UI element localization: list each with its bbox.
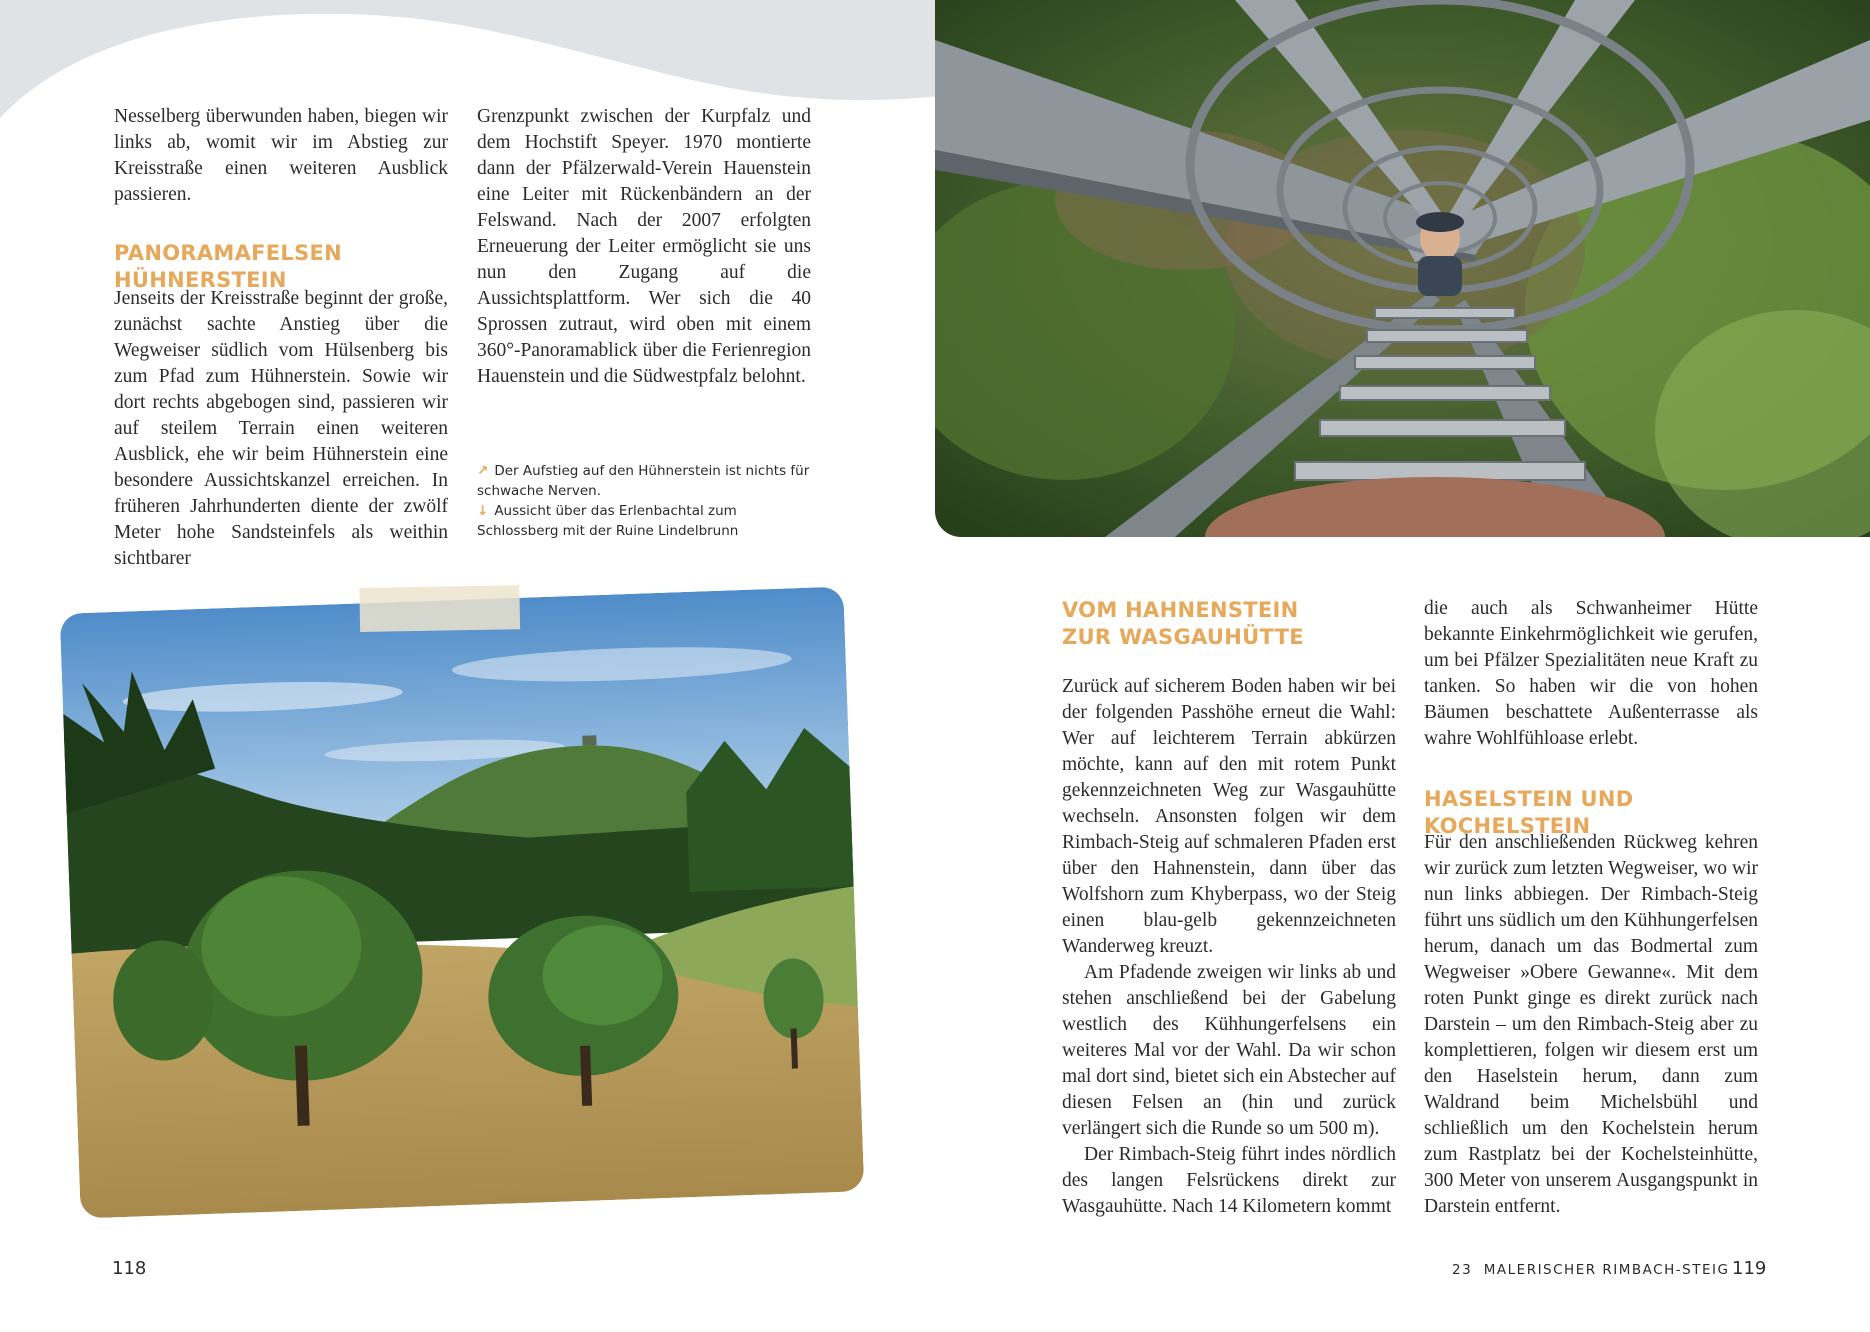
- pfadende-paragraph: Am Pfadende zweigen wir links ab und stehen anschließend bei der Gabelung westlich des Kühhungerfelsens ein weiteres Mal vor der Wahl. Da wir schon mal dort sind, bietet sich ein Abstecher auf diesen Felsen an (hin und zurück verlängert sich die Runde so um 500 m).: [1062, 962, 1396, 1139]
- grenzpunkt-paragraph: Grenzpunkt zwischen der Kurpfalz und dem Hochstift Speyer. 1970 montierte dann der Pfälzerwald-Verein Hauenstein eine Leiter mit Rückenbändern an der Felswand. Nach der 2007 erfolgten Erneuerung der Leiter ermöglicht sie uns nun den Zugang auf die Aussichtsplattform. Wer sich die 40 Sprossen zutraut, wird oben mit einem 360°-Panoramablick über die Ferienregion Hauenstein und die Südwestpfalz belohnt.: [477, 106, 811, 387]
- arrow-down-icon: ↓: [477, 503, 489, 519]
- photo-ladder-climber-icon: [935, 0, 1870, 537]
- heading-hahnenstein: VOM HAHNENSTEIN ZUR WASGAUHÜTTE: [1062, 598, 1304, 649]
- photo-meadow-hill-icon: [60, 587, 865, 1219]
- left-column-1: [114, 104, 448, 208]
- intro-paragraph: Nesselberg überwunden haben, biegen wir links ab, womit wir im Abstieg zur Kreisstraße einen weiteren Ausblick passieren.: [114, 106, 448, 205]
- ladder-photo: [935, 0, 1870, 537]
- landscape-photo-frame: [60, 587, 865, 1219]
- landscape-photo: [60, 587, 865, 1219]
- photo-captions: [477, 461, 822, 541]
- right-column-2-body: [1424, 830, 1758, 1220]
- left-column-2: [477, 104, 811, 390]
- arrow-up-right-icon: ↗: [477, 463, 489, 479]
- right-column-1: [1062, 674, 1396, 1220]
- heading-panoramafelsen: PANORAMAFELSEN HÜHNERSTEIN: [114, 241, 343, 292]
- page-number-right: 119: [1732, 1258, 1767, 1279]
- zurueck-paragraph: Zurück auf sicherem Boden haben wir bei der folgenden Passhöhe erneut die Wahl: Wer auf leichterem Terrain abkürzen möchte, kann auf den mit rotem Punkt gekennzeichneten Weg zur Wasgauhütte wechseln. Ansonsten folgen wir dem Rimbach-Steig auf schmaleren Pfaden erst über den Hahnenstein, dann über das Wolfshorn zum Khyberpass, wo der Steig einen blau-gelb gekennzeichneten Wanderweg kreuzt.: [1062, 676, 1396, 957]
- heading-haselstein: HASELSTEIN UND KOCHELSTEIN: [1424, 787, 1634, 838]
- caption-ladder: ↗ Der Aufstieg auf den Hühnerstein ist nichts für schwache Nerven.: [477, 463, 810, 499]
- page-number-left: 118: [112, 1258, 147, 1279]
- rimbach-paragraph: Der Rimbach-Steig führt indes nördlich des langen Felsrückens direkt zur Wasgauhütte. Nach 14 Kilometern kommt: [1062, 1144, 1396, 1217]
- right-column-2-top: [1424, 596, 1758, 752]
- left-column-1-body: [114, 286, 448, 572]
- rueckweg-paragraph: Für den anschließenden Rückweg kehren wir zurück zum letzten Wegweiser, wo wir nun links abbiegen. Der Rimbach-Steig führt uns südlich um den Kühhungerfelsen herum, danach um das Bodmertal zum Wegweiser »Obere Gewanne«. Mit dem roten Punkt ginge es direkt zurück nach Darstein – um den Rimbach-Steig aber zu komplettieren, folgen wir diesem erst um den Haselstein herum, dann zum Waldrand beim Michelsbühl und schließlich um den Kochelstein herum zum Rastplatz bei der Kochelsteinhütte, 300 Meter von unserem Ausgangspunkt in Darstein entfernt.: [1424, 832, 1758, 1217]
- caption-landscape: ↓ Aussicht über das Erlenbachtal zum Schlossberg mit der Ruine Lindelbrunn: [477, 503, 739, 539]
- schwanheimer-paragraph: die auch als Schwanheimer Hütte bekannte Einkehrmöglichkeit wie gerufen, um bei Pfälzer Spezialitäten neue Kraft zu tanken. So haben wir die von hohen Bäumen beschattete Außenterrasse als wahre Wohlfühloase erlebt.: [1424, 598, 1758, 749]
- tape-strip: [359, 585, 520, 632]
- huehnerstein-paragraph: Jenseits der Kreisstraße beginnt der große, zunächst sachte Anstieg über die Wegweiser südlich vom Hülsenberg bis zum Pfad zum Hühnerstein. Sowie wir dort rechts abgebogen sind, passieren wir auf steilem Terrain einen weiteren Ausblick, ehe wir beim Hühnerstein eine besondere Aussichtskanzel erreichen. In früheren Jahrhunderten diente der zwölf Meter hohe Sandsteinfels als weithin sichtbarer: [114, 288, 448, 569]
- running-head: 23 MALERISCHER RIMBACH-STEIG: [1452, 1262, 1730, 1278]
